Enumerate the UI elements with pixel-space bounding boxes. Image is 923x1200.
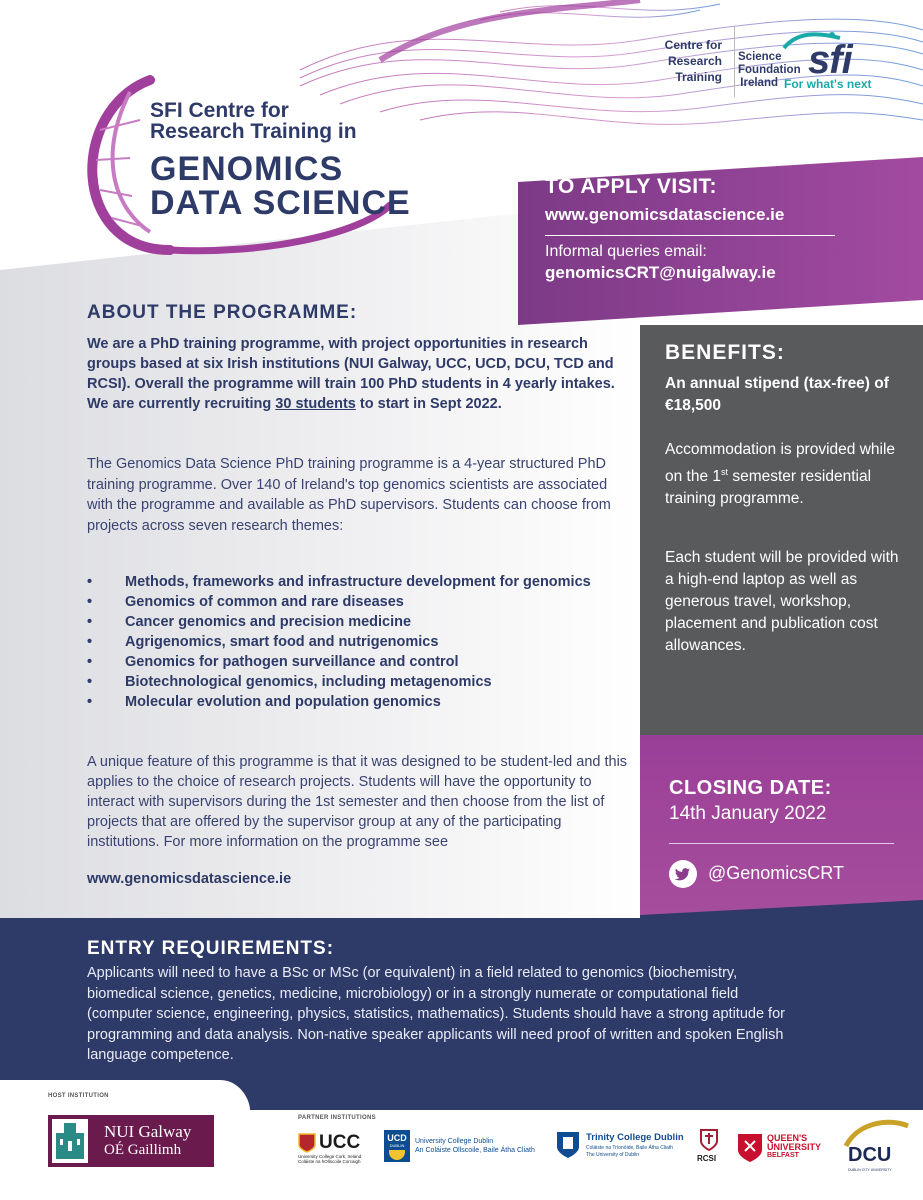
closing-divider bbox=[669, 843, 894, 844]
twitter-handle-link[interactable]: @GenomicsCRT bbox=[708, 863, 844, 883]
sfi-logo-label bbox=[738, 51, 801, 90]
closing-date: 14th January 2022 bbox=[669, 803, 827, 824]
sfi-label-line: Science bbox=[738, 51, 782, 63]
about-intro-text-end: to start in Sept 2022. bbox=[355, 396, 502, 412]
sfi-label-line: Foundation bbox=[738, 64, 801, 76]
theme-label: Genomics of common and rare diseases bbox=[125, 594, 404, 610]
title-block bbox=[150, 100, 450, 220]
theme-label: Biotechnological genomics, including metagenomics bbox=[125, 674, 492, 690]
ucc-crest-icon bbox=[298, 1133, 316, 1153]
dcu-name: DCU bbox=[848, 1144, 892, 1166]
about-intro bbox=[87, 334, 627, 414]
nuig-irish-name: OÉ Gaillimh bbox=[104, 1142, 182, 1158]
apply-email-link[interactable]: genomicsCRT@nuigalway.ie bbox=[545, 263, 776, 282]
accommodation-superscript: st bbox=[721, 467, 729, 477]
crt-label-line: Training bbox=[675, 70, 722, 84]
qub-line1: QUEEN'S bbox=[767, 1133, 808, 1143]
benefits-panel bbox=[640, 325, 923, 735]
bullet-icon: • bbox=[87, 634, 93, 650]
crt-label-line: Research bbox=[667, 54, 722, 68]
qub-logo bbox=[737, 1133, 827, 1167]
sfi-label-line: Ireland bbox=[740, 77, 778, 89]
swirl-accent bbox=[380, 0, 640, 60]
list-item bbox=[87, 612, 632, 632]
tcd-crest-icon bbox=[556, 1131, 580, 1159]
nuig-tower-icon bbox=[52, 1119, 88, 1163]
closing-heading: CLOSING DATE: bbox=[669, 777, 832, 799]
benefits-laptop: Each student will be provided with a high-end laptop as well as generous travel, workshop, placement and publication cost allowances. bbox=[665, 549, 899, 654]
bullet-icon: • bbox=[87, 594, 93, 610]
entry-requirements-heading: ENTRY REQUIREMENTS: bbox=[87, 938, 335, 959]
list-item bbox=[87, 632, 632, 652]
benefits-stipend: An annual stipend (tax-free) of €18,500 bbox=[665, 375, 889, 414]
ucd-shield-icon bbox=[389, 1150, 405, 1160]
ucd-irish: An Coláiste Ollscoile, Baile Átha Cliath bbox=[415, 1147, 535, 1154]
rcsi-name: RCSI bbox=[697, 1154, 717, 1163]
twitter-bird-icon[interactable] bbox=[669, 860, 697, 888]
title-genomics: GENOMICS bbox=[150, 150, 344, 188]
rcsi-logo bbox=[694, 1128, 724, 1168]
list-item bbox=[87, 572, 632, 592]
bullet-icon: • bbox=[87, 674, 93, 690]
theme-label: Methods, frameworks and infrastructure development for genomics bbox=[125, 574, 591, 590]
closing-panel bbox=[640, 735, 923, 935]
rcsi-crest-icon bbox=[699, 1128, 719, 1152]
host-institution-label: HOST INSTITUTION bbox=[48, 1093, 109, 1099]
dcu-subtitle: DUBLIN CITY UNIVERSITY bbox=[848, 1168, 892, 1172]
accommodation-text: Accommodation is provided while on the 1 bbox=[665, 441, 896, 486]
apply-box bbox=[518, 157, 923, 325]
partner-institutions-label: PARTNER INSTITUTIONS bbox=[298, 1115, 376, 1121]
tcd-subtitle: The University of Dublin bbox=[586, 1152, 640, 1158]
ucc-irish: Coláiste na hOllscoile Corcaigh bbox=[298, 1159, 361, 1164]
title-line1: SFI Centre for bbox=[150, 99, 289, 122]
theme-label: Molecular evolution and population genomics bbox=[125, 694, 441, 710]
qub-crest-icon bbox=[737, 1133, 763, 1163]
ucd-name: University College Dublin bbox=[415, 1138, 494, 1145]
crt-label-line: Centre for bbox=[664, 38, 722, 52]
nuig-name: NUI Galway bbox=[104, 1122, 192, 1141]
ucc-logo bbox=[298, 1133, 378, 1163]
benefits-heading: BENEFITS: bbox=[665, 341, 785, 364]
title-main bbox=[150, 152, 450, 220]
ucd-logo bbox=[384, 1130, 544, 1166]
about-intro-text: We are a PhD training programme, with project opportunities in research groups based at six Irish institutions (NUI Galway, UCC, UCD, DCU, TCD and RCSI). Overall the programme will train 100 PhD students in 4 yearly intakes. We are currently recruiting bbox=[87, 336, 615, 412]
crt-logo-label bbox=[642, 37, 722, 85]
list-item bbox=[87, 652, 632, 672]
bullet-icon: • bbox=[87, 654, 93, 670]
sfi-logo: sfi bbox=[808, 38, 852, 82]
logo-divider bbox=[734, 27, 735, 97]
list-item bbox=[87, 672, 632, 692]
about-unique-feature: A unique feature of this programme is that it was designed to be student-led and this applies to the choice of research projects. Students will have the opportunity to interact with supervisors during the 1st semester and then choose from the list of projects that are offered by the supervisor group at any of the participating institutions. For more information on the programme see bbox=[87, 754, 628, 850]
ucd-badge-text: UCD bbox=[387, 1133, 407, 1143]
title-line2: Research Training in bbox=[150, 120, 357, 143]
benefits-accommodation bbox=[665, 439, 905, 510]
ucc-name: UCC bbox=[319, 1132, 361, 1153]
about-intro-highlight: 30 students bbox=[275, 396, 356, 412]
apply-query-label: Informal queries email: bbox=[545, 243, 707, 260]
title-subtitle bbox=[150, 100, 450, 142]
dcu-logo bbox=[842, 1118, 912, 1178]
research-theme-list bbox=[87, 572, 632, 712]
apply-heading: TO APPLY VISIT: bbox=[545, 175, 718, 198]
theme-label: Agrigenomics, smart food and nutrigenomics bbox=[125, 634, 439, 650]
qub-line2: UNIVERSITY bbox=[767, 1142, 822, 1152]
tcd-logo bbox=[556, 1131, 696, 1167]
theme-label: Genomics for pathogen surveillance and control bbox=[125, 654, 459, 670]
list-item bbox=[87, 692, 632, 712]
bullet-icon: • bbox=[87, 694, 93, 710]
tcd-name: Trinity College Dublin bbox=[586, 1132, 684, 1143]
about-url-link[interactable]: www.genomicsdatascience.ie bbox=[87, 871, 292, 887]
bullet-icon: • bbox=[87, 574, 93, 590]
sfi-tagline: For what's next bbox=[784, 77, 872, 91]
apply-divider bbox=[545, 235, 835, 236]
title-data-science: DATA SCIENCE bbox=[150, 184, 411, 222]
entry-requirements-text: Applicants will need to have a BSc or MSc (or equivalent) in a field related to genomics (biochemistry, biomedical science, genetics, medicine, microbiology) or in a strongly numerate or computational field (computer science, engineering, physics, statistics, mathematics). Students should have a strong aptitude for programming and data analysis. Non-native speaker applicants will need proof of written and spoken English language competence. bbox=[87, 965, 785, 1063]
ucd-badge bbox=[384, 1130, 410, 1162]
accommodation-text-end: semester residential training programme. bbox=[665, 468, 872, 508]
bullet-icon: • bbox=[87, 614, 93, 630]
tcd-irish: Coláiste na Tríonóide, Baile Átha Cliath bbox=[586, 1145, 673, 1151]
about-heading: ABOUT THE PROGRAMME: bbox=[87, 302, 358, 323]
ucd-badge-sub: DUBLIN bbox=[389, 1143, 405, 1148]
theme-label: Cancer genomics and precision medicine bbox=[125, 614, 412, 630]
apply-url-link[interactable]: www.genomicsdatascience.ie bbox=[545, 205, 785, 224]
list-item bbox=[87, 592, 632, 612]
ucc-subtitle: University College Cork, Ireland bbox=[298, 1154, 362, 1159]
nuig-logo bbox=[48, 1115, 214, 1167]
about-description: The Genomics Data Science PhD training programme is a 4-year structured PhD training programme. Over 140 of Ireland's top genomics scientists are associated with the programme and available as PhD supervisors. Students can choose from projects across seven research themes: bbox=[87, 456, 611, 534]
qub-line3: BELFAST bbox=[767, 1152, 799, 1159]
